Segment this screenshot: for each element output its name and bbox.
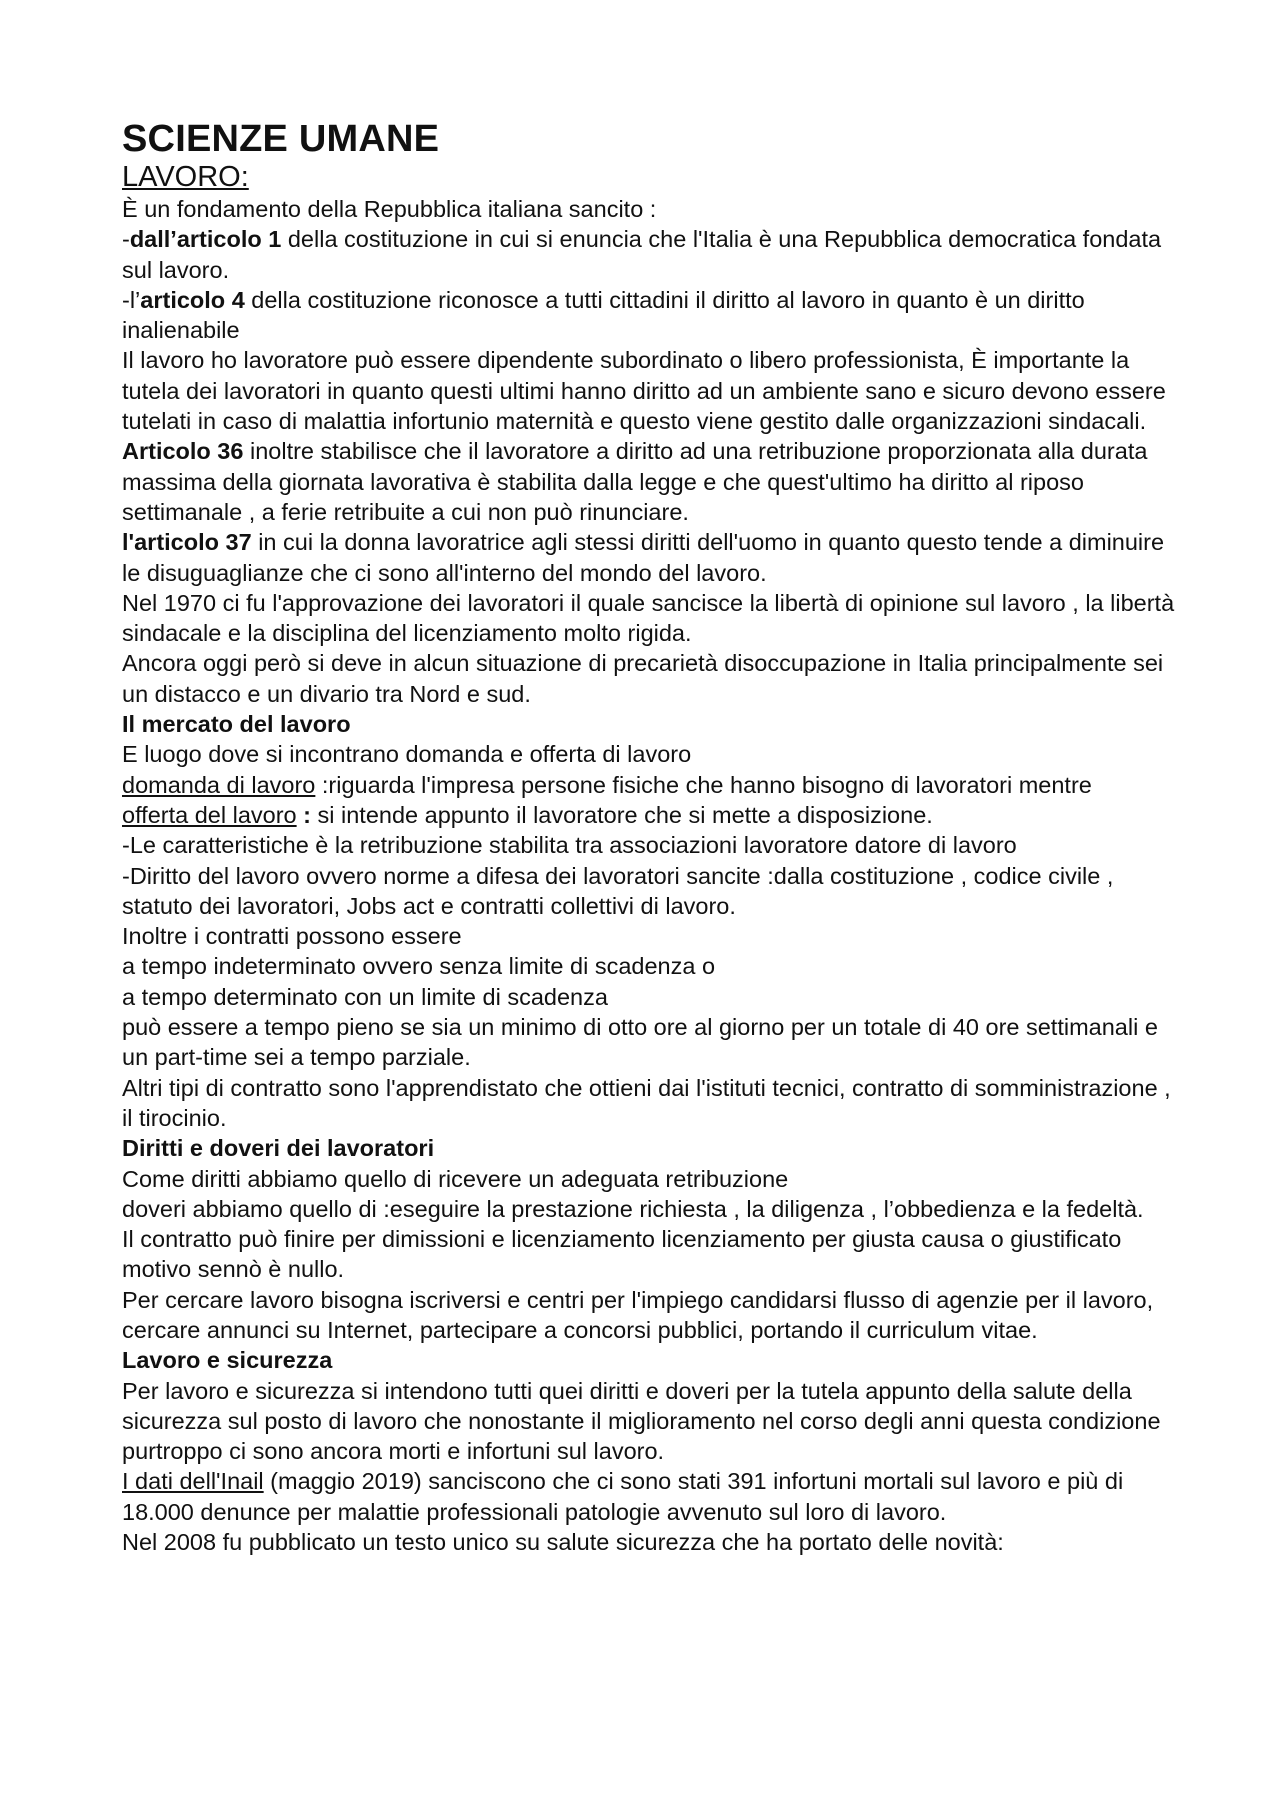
heading-diritti-e-doveri: Diritti e doveri dei lavoratori <box>122 1135 435 1162</box>
text-body: in cui la donna lavoratrice agli stessi diritti dell'uomo in quanto questo tende a diminuire le disuguaglianze che ci sono all'interno del mondo del lavoro. <box>122 529 1165 586</box>
text-prefix: - <box>122 226 130 253</box>
paragraph-inail <box>122 1466 1182 1527</box>
paragraph-precarieta: Ancora oggi però si deve in alcun situazione di precarietà disoccupazione in Italia principalmente sei un distacco e un divario tra Nord e sud. <box>122 650 1164 707</box>
text-body: :riguarda l'impresa persone fisiche che hanno bisogno di lavoratori mentre <box>315 771 1092 798</box>
paragraph-articolo-36 <box>122 436 1182 527</box>
bold-articolo-4: articolo 4 <box>140 286 245 313</box>
document-page <box>122 118 1182 1557</box>
bold-colon: : <box>296 801 311 828</box>
paragraph-tempo-determinato: a tempo determinato con un limite di scadenza <box>122 983 608 1010</box>
paragraph-diritti: Come diritti abbiamo quello di ricevere un adeguata retribuzione <box>122 1165 789 1192</box>
document-title: SCIENZE UMANE <box>122 118 440 160</box>
paragraph-contratti: Inoltre i contratti possono essere <box>122 923 462 950</box>
paragraph-cercare-lavoro: Per cercare lavoro bisogna iscriversi e centri per l'impiego candidarsi flusso di agenzie per il lavoro, cercare annunci su Internet, partecipare a concorsi pubblici, portando il curriculum vitae. <box>122 1286 1154 1343</box>
paragraph-fine-contratto: Il contratto può finire per dimissioni e licenziamento licenziamento per giusta causa o giustificato motivo sennò è nullo. <box>122 1226 1122 1283</box>
bold-articolo-37: l'articolo 37 <box>122 529 252 556</box>
paragraph-sicurezza: Per lavoro e sicurezza si intendono tutti quei diritti e doveri per la tutela appunto della salute della sicurezza sul posto di lavoro che nonostante il miglioramento nel corso degli anni questa condizione purtroppo ci sono ancora morti e infortuni sul lavoro. <box>122 1377 1161 1465</box>
underline-dati-inail: I dati dell'Inail <box>122 1468 264 1495</box>
paragraph-1970: Nel 1970 ci fu l'approvazione dei lavoratori il quale sancisce la libertà di opinione sul lavoro , la libertà sindacale e la disciplina del licenziamento molto rigida. <box>122 589 1175 647</box>
paragraph-mercato-def: E luogo dove si incontrano domanda e offerta di lavoro <box>122 741 692 768</box>
paragraph-articolo-1 <box>122 224 1182 285</box>
text-body: si intende appunto il lavoratore che si mette a disposizione. <box>310 801 933 828</box>
text-body: (maggio 2019) sanciscono che ci sono stati 391 infortuni mortali sul lavoro e più di 18.000 denunce per malattie professionali patologie avvenuto sul loro di lavoro. <box>122 1468 1124 1525</box>
bold-articolo-36: Articolo 36 <box>122 438 244 465</box>
underline-offerta-del-lavoro: offerta del lavoro <box>122 801 297 828</box>
heading-mercato-del-lavoro: Il mercato del lavoro <box>122 711 351 738</box>
underline-domanda-di-lavoro: domanda di lavoro <box>122 771 316 798</box>
section-title-lavoro: LAVORO: <box>122 161 249 193</box>
text-body: della costituzione in cui si enuncia che l'Italia è una Repubblica democratica fondata sul lavoro. <box>122 226 1162 283</box>
paragraph-intro: È un fondamento della Repubblica italiana sancito : <box>122 196 657 222</box>
paragraph-domanda <box>122 770 1182 800</box>
paragraph-testo-unico: Nel 2008 fu pubblicato un testo unico su salute sicurezza che ha portato delle novità: <box>122 1529 1004 1556</box>
paragraph-tutela: Il lavoro ho lavoratore può essere dipendente subordinato o libero professionista, È importante la tutela dei lavoratori in quanto questi ultimi hanno diritto ad un ambiente sano e sicuro devono essere tutelati in caso di malattia infortunio maternità e questo viene gestito dalle organizzazioni sindacali. <box>122 347 1166 435</box>
heading-lavoro-e-sicurezza: Lavoro e sicurezza <box>122 1347 333 1374</box>
paragraph-tempo-indeterminato: a tempo indeterminato ovvero senza limite di scadenza o <box>122 953 716 980</box>
text-body: inoltre stabilisce che il lavoratore a diritto ad una retribuzione proporzionata alla durata massima della giornata lavorativa è stabilita dalla legge e che quest'ultimo ha diritto al riposo settimanale , a ferie retribuite a cui non può rinunciare. <box>122 438 1148 525</box>
paragraph-diritto-del-lavoro: -Diritto del lavoro ovvero norme a difesa dei lavoratori sancite :dalla costituzione , codice civile , statuto dei lavoratori, Jobs act e contratti collettivi di lavoro. <box>122 862 1114 919</box>
bold-articolo-1: dall’articolo 1 <box>129 226 282 253</box>
paragraph-articolo-4 <box>122 285 1182 346</box>
text-prefix: -l’ <box>122 286 141 313</box>
text-body: della costituzione riconosce a tutti cittadini il diritto al lavoro in quanto è un diritto inalienabile <box>122 286 1085 344</box>
paragraph-doveri: doveri abbiamo quello di :eseguire la prestazione richiesta , la diligenza , l’obbedienza e la fedeltà. <box>122 1195 1144 1222</box>
paragraph-altri-contratti: Altri tipi di contratto sono l'apprendistato che ottieni dai l'istituti tecnici, contratto di somministrazione , il tirocinio. <box>122 1074 1171 1131</box>
paragraph-caratteristiche: -Le caratteristiche è la retribuzione stabilita tra associazioni lavoratore datore di lavoro <box>122 832 1017 859</box>
paragraph-offerta <box>122 800 1182 830</box>
paragraph-articolo-37 <box>122 527 1182 588</box>
paragraph-tempo-pieno: può essere a tempo pieno se sia un minimo di otto ore al giorno per un totale di 40 ore settimanali e un part-time sei a tempo parziale. <box>122 1014 1158 1071</box>
